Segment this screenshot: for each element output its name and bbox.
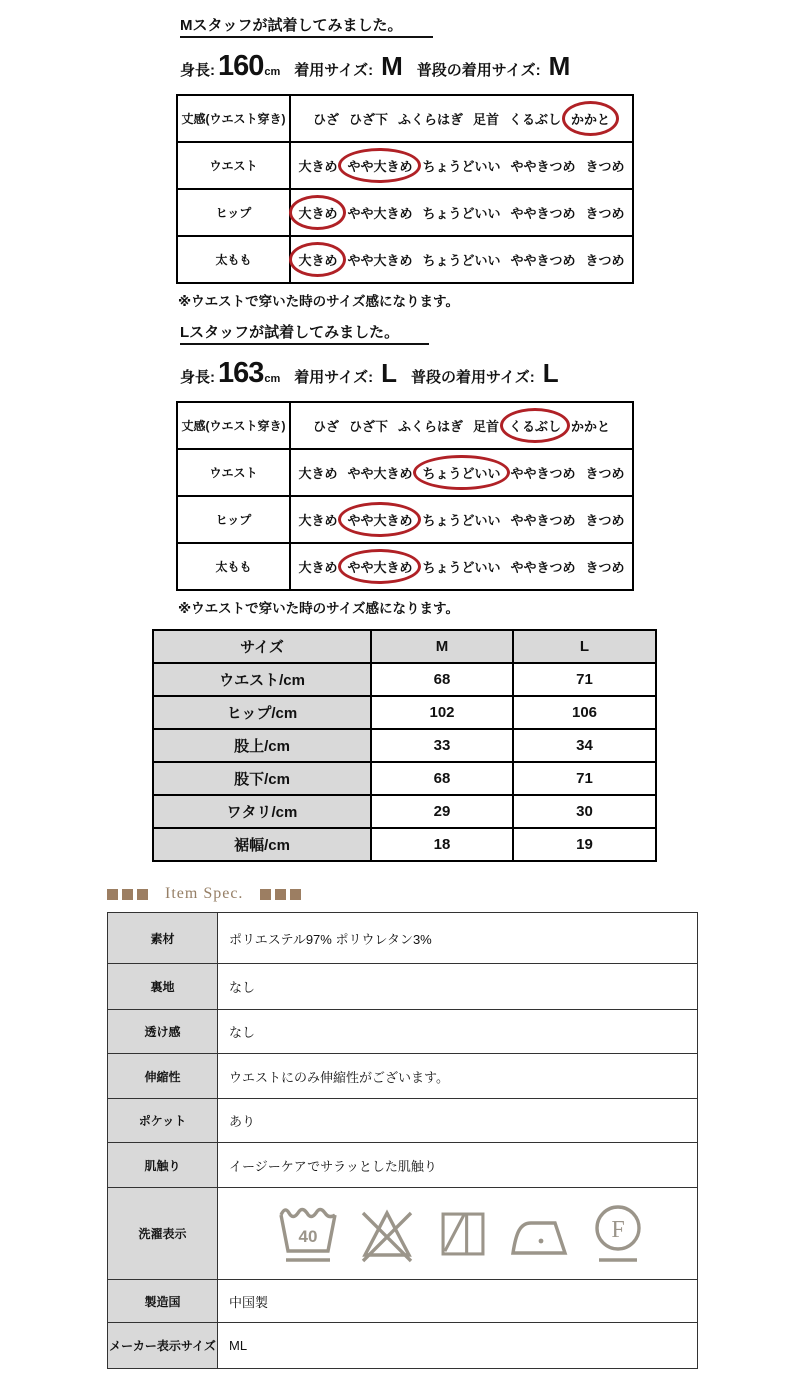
spec-row-label: 素材 — [108, 913, 218, 964]
table-row — [153, 795, 656, 828]
height-label: 身長: — [180, 62, 215, 79]
fit-option: やや大きめ — [347, 466, 413, 481]
size-row-label: ワタリ/cm — [153, 795, 371, 828]
fit-section-m — [176, 16, 646, 310]
fit-option-selected: くるぶし — [509, 416, 561, 435]
line-dry-in-shade-icon — [434, 1201, 492, 1267]
fit-option-selected: かかと — [571, 109, 610, 128]
spec-row-value: あり — [218, 1099, 698, 1143]
fit-option: 足首 — [473, 112, 500, 127]
height-unit: cm — [264, 66, 281, 78]
wash-40-gentle-icon — [276, 1201, 340, 1267]
wear-size-label: 着用サイズ: — [294, 62, 374, 79]
fit-option: ふくらはぎ — [397, 112, 463, 127]
svg-text:40: 40 — [298, 1226, 318, 1246]
usual-size-value: M — [548, 51, 571, 81]
spec-row-value: イージーケアでサラッとした肌触り — [218, 1143, 698, 1188]
iron-low-icon — [507, 1201, 571, 1267]
fit-row-label: ウエスト — [177, 142, 290, 189]
size-value-m: 68 — [371, 663, 513, 696]
size-value-l: 19 — [513, 828, 656, 861]
spec-row-value: ポリエステル97% ポリウレタン3% — [218, 913, 698, 964]
table-row — [108, 1010, 698, 1054]
fit-option: 大きめ — [298, 560, 338, 575]
size-header-label: サイズ — [153, 630, 371, 663]
wear-size-value: L — [381, 358, 397, 388]
fit-option-selected: やや大きめ — [347, 557, 412, 576]
do-not-bleach-icon — [355, 1201, 419, 1267]
fit-options — [291, 557, 632, 576]
height-label: 身長: — [180, 369, 215, 386]
item-spec-title: Item Spec. — [165, 885, 244, 902]
fit-option: ややきつめ — [510, 466, 576, 481]
fit-option: ちょうどいい — [422, 253, 501, 268]
usual-size-value: L — [542, 358, 559, 388]
size-header-m: M — [371, 630, 513, 663]
fit-options — [291, 416, 632, 435]
fit-options — [291, 156, 632, 175]
fit-option: ややきつめ — [510, 560, 576, 575]
fit-options — [291, 510, 632, 529]
svg-text:F: F — [611, 1216, 625, 1243]
table-row — [153, 762, 656, 795]
spec-row-label: ポケット — [108, 1099, 218, 1143]
size-value-m: 18 — [371, 828, 513, 861]
fit-option: ちょうどいい — [422, 206, 501, 221]
fit-row-label: 丈感(ウエスト穿き) — [177, 402, 290, 449]
size-value-l: 71 — [513, 762, 656, 795]
table-row — [177, 142, 633, 189]
fit-option: ひざ下 — [348, 419, 388, 434]
height-unit: cm — [264, 373, 281, 385]
spec-row-value: なし — [218, 1010, 698, 1054]
table-row — [108, 1143, 698, 1188]
table-row — [153, 696, 656, 729]
fit-option: ややきつめ — [510, 206, 576, 221]
size-row-label: 股上/cm — [153, 729, 371, 762]
size-row-label: 裾幅/cm — [153, 828, 371, 861]
fit-option: ひざ — [312, 419, 339, 434]
table-row — [108, 1054, 698, 1099]
spec-row-value: ウエストにのみ伸縮性がございます。 — [218, 1054, 698, 1099]
table-row — [177, 543, 633, 590]
table-row — [108, 1323, 698, 1369]
squares-decoration-icon — [260, 889, 301, 900]
fit-section-title: Mスタッフが試着してみました。 — [180, 16, 433, 38]
size-value-m: 29 — [371, 795, 513, 828]
fit-option: ひざ下 — [348, 112, 388, 127]
spec-row-label: 裏地 — [108, 964, 218, 1010]
table-row — [153, 828, 656, 861]
size-table-header — [153, 630, 656, 663]
fit-option-selected: 大きめ — [298, 203, 337, 222]
fit-section-l — [176, 323, 646, 617]
fit-options — [291, 463, 632, 482]
fit-option: きつめ — [585, 206, 625, 221]
fit-options — [291, 203, 632, 222]
usual-size-label: 普段の着用サイズ: — [410, 369, 535, 386]
fit-option: ふくらはぎ — [397, 419, 463, 434]
fit-option-selected: やや大きめ — [347, 510, 412, 529]
size-value-m: 33 — [371, 729, 513, 762]
table-row — [177, 402, 633, 449]
table-row — [108, 913, 698, 964]
size-value-m: 68 — [371, 762, 513, 795]
size-row-label: ウエスト/cm — [153, 663, 371, 696]
laundry-symbols — [229, 1201, 697, 1267]
table-row — [177, 95, 633, 142]
fit-option: ちょうどいい — [422, 560, 501, 575]
spec-row-value: ML — [218, 1323, 698, 1369]
fit-option: かかと — [571, 419, 611, 434]
table-row — [177, 496, 633, 543]
fit-option: ちょうどいい — [422, 513, 501, 528]
fit-table-l — [176, 401, 634, 591]
fit-option: ややきつめ — [510, 513, 576, 528]
fit-note: ※ウエストで穿いた時のサイズ感になります。 — [178, 294, 459, 309]
height-value: 160 — [218, 50, 264, 82]
fit-option: 足首 — [473, 419, 500, 434]
fit-section-title: Lスタッフが試着してみました。 — [180, 323, 429, 345]
table-row-laundry — [108, 1188, 698, 1280]
size-row-label: 股下/cm — [153, 762, 371, 795]
table-row — [153, 663, 656, 696]
fit-option: ややきつめ — [510, 253, 576, 268]
fit-option: きつめ — [585, 466, 625, 481]
fit-option: くるぶし — [509, 112, 562, 127]
table-row — [177, 189, 633, 236]
wear-size-value: M — [381, 51, 403, 81]
fit-options — [291, 109, 632, 128]
item-spec-table — [107, 912, 698, 1369]
fit-row-label: 太もも — [177, 236, 290, 283]
fit-option: ややきつめ — [510, 159, 576, 174]
size-value-m: 102 — [371, 696, 513, 729]
fit-option-selected: ちょうどいい — [422, 463, 500, 482]
fit-options — [291, 250, 632, 269]
table-row — [108, 1099, 698, 1143]
fit-table-m — [176, 94, 634, 284]
squares-decoration-icon — [107, 889, 148, 900]
spec-row-value: なし — [218, 964, 698, 1010]
fit-option: ちょうどいい — [422, 159, 501, 174]
spec-row-label: メーカー表示サイズ — [108, 1323, 218, 1369]
size-value-l: 34 — [513, 729, 656, 762]
table-row — [108, 964, 698, 1010]
fit-option-selected: 大きめ — [298, 250, 337, 269]
spec-row-label: 洗濯表示 — [108, 1188, 218, 1280]
usual-size-label: 普段の着用サイズ: — [416, 62, 541, 79]
fit-option: やや大きめ — [347, 253, 413, 268]
size-value-l: 106 — [513, 696, 656, 729]
fit-row-label: 太もも — [177, 543, 290, 590]
size-table — [152, 629, 657, 862]
size-row-label: ヒップ/cm — [153, 696, 371, 729]
fit-option: 大きめ — [298, 513, 338, 528]
table-row — [177, 236, 633, 283]
fit-row-label: ウエスト — [177, 449, 290, 496]
fit-stats — [180, 50, 646, 82]
spec-row-label: 肌触り — [108, 1143, 218, 1188]
fit-row-label: ヒップ — [177, 496, 290, 543]
table-row — [153, 729, 656, 762]
size-value-l: 71 — [513, 663, 656, 696]
fit-option: 大きめ — [298, 159, 338, 174]
fit-option-selected: やや大きめ — [347, 156, 412, 175]
fit-option: きつめ — [585, 560, 625, 575]
fit-row-label: ヒップ — [177, 189, 290, 236]
fit-option: 大きめ — [298, 466, 338, 481]
fit-stats — [180, 357, 646, 389]
wear-size-label: 着用サイズ: — [294, 369, 374, 386]
table-row — [177, 449, 633, 496]
fit-row-label: 丈感(ウエスト穿き) — [177, 95, 290, 142]
fit-option: きつめ — [585, 253, 625, 268]
spec-row-label: 製造国 — [108, 1280, 218, 1323]
size-header-l: L — [513, 630, 656, 663]
item-spec-heading — [107, 884, 301, 904]
spec-row-label: 伸縮性 — [108, 1054, 218, 1099]
fit-note: ※ウエストで穿いた時のサイズ感になります。 — [178, 601, 459, 616]
fit-option: ひざ — [312, 112, 339, 127]
fit-option: きつめ — [585, 513, 625, 528]
height-value: 163 — [218, 357, 264, 389]
table-row — [108, 1280, 698, 1323]
spec-row-label: 透け感 — [108, 1010, 218, 1054]
fit-option: きつめ — [585, 159, 625, 174]
fit-option: やや大きめ — [347, 206, 413, 221]
spec-row-value: 中国製 — [218, 1280, 698, 1323]
size-value-l: 30 — [513, 795, 656, 828]
dry-clean-f-gentle-icon — [586, 1201, 650, 1267]
